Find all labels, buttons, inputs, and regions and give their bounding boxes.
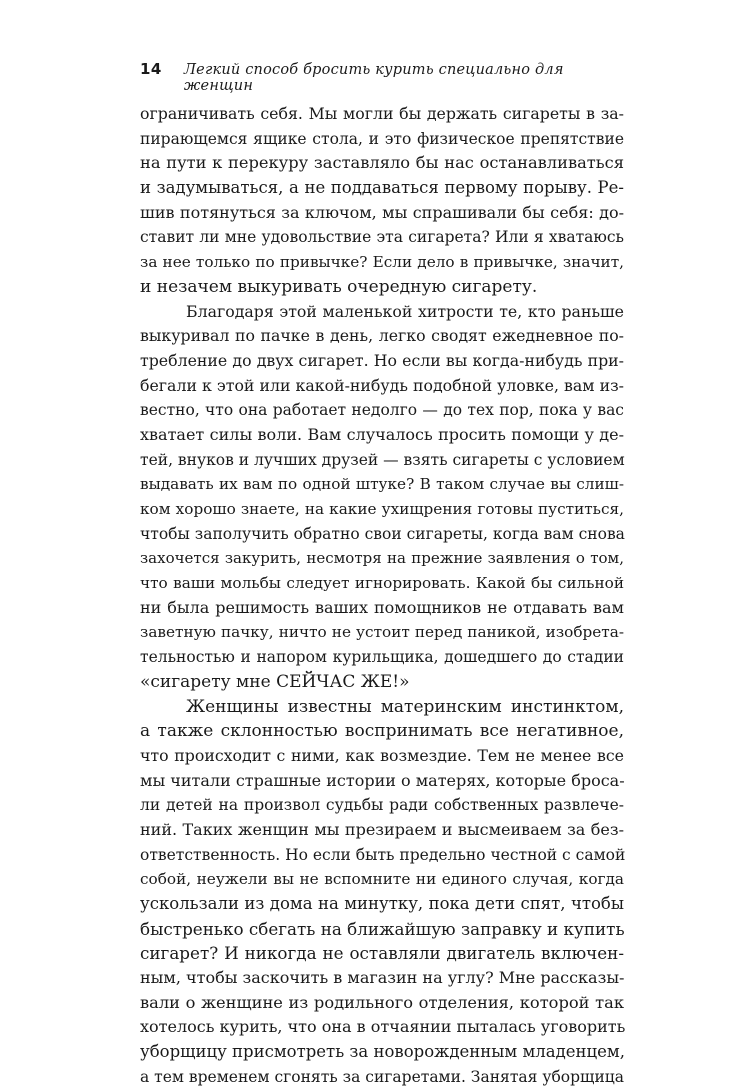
text-line: ставит ли мне удовольствие эта сигарета? Или я хватаюсь <box>140 228 624 247</box>
text-line: выкуривал по пачке в день, легко сводят ежедневное по- <box>140 326 624 346</box>
text-line: ни была решимость ваших помощников не отдавать вам <box>140 597 624 617</box>
page-header <box>140 60 620 94</box>
running-title: Легкий способ бросить курить специально для женщин <box>183 62 564 94</box>
text-line: заветную пачку, ничто не устоит перед паникой, изобрета- <box>140 623 624 642</box>
text-line: хватает силы воли. Вам случалось просить помощи у де- <box>140 424 624 444</box>
text-line: ускользали из дома на минутку, пока дети спят, чтобы <box>140 894 624 913</box>
text-line: «сигарету мне СЕЙЧАС ЖЕ!» <box>140 671 410 692</box>
text-line: на пути к перекуру заставляло бы нас останавливаться <box>140 153 624 173</box>
text-line: собой, неужели вы не вспомните ни единого случая, когда <box>140 870 624 889</box>
text-line: Благодаря этой маленькой хитрости те, кто раньше <box>186 301 624 321</box>
text-line: вестно, что она работает недолго — до тех пор, пока у вас <box>140 401 624 420</box>
text-line: мы читали страшные истории о матерях, которые броса- <box>140 770 625 790</box>
text-line: и задумываться, а не поддаваться первому порыву. Ре- <box>140 178 624 198</box>
text-line: а также склонностью воспринимать все негативное, <box>140 721 624 742</box>
text-line: бегали к этой или какой-нибудь подобной уловке, вам из- <box>140 375 624 395</box>
text-line: ком хорошо знаете, на какие ухищрения готовы пуститься, <box>140 500 624 518</box>
text-line: что происходит с ними, как возмездие. Тем не менее все <box>140 745 624 765</box>
text-line: ли детей на произвол судьбы ради собственных развлече- <box>140 796 624 815</box>
text-line: быстренько сбегать на ближайшую заправку и купить <box>140 918 625 939</box>
text-line: за нее только по привычке? Если дело в привычке, значит, <box>140 253 624 272</box>
text-line: пирающемся ящике стола, и это физическое препятствие <box>140 129 624 148</box>
body-text <box>140 102 624 1090</box>
text-line: ний. Таких женщин мы презираем и высмеиваем за без- <box>140 819 624 839</box>
text-line: тельностью и напором курильщика, дошедшего до стадии <box>140 648 624 667</box>
text-line: Женщины известны материнским инстинктом, <box>186 696 624 717</box>
text-line: хотелось курить, что она в отчаянии пыталась уговорить <box>140 1017 626 1037</box>
text-line: и незачем выкуривать очередную сигарету. <box>140 276 538 297</box>
text-line: ным, чтобы заскочить в магазин на углу? Мне рассказы- <box>140 968 625 988</box>
text-line: ограничивать себя. Мы могли бы держать сигареты в за- <box>140 104 624 123</box>
text-line: ответственность. Но если быть предельно честной с самой <box>140 845 626 864</box>
text-line: уборщицу присмотреть за новорожденным младенцем, <box>140 1042 625 1062</box>
text-line: а тем временем сгонять за сигаретами. Занятая уборщица <box>140 1067 624 1086</box>
text-line: вали о женщине из родильного отделения, которой так <box>140 992 624 1012</box>
page-number: 14 <box>140 60 162 78</box>
text-line: шив потянуться за ключом, мы спрашивали бы себя: до- <box>140 202 624 222</box>
text-line: выдавать их вам по одной штуке? В таком случае вы слиш- <box>140 475 624 494</box>
text-line: сигарет? И никогда не оставляли двигатель включен- <box>140 943 624 964</box>
text-line: чтобы заполучить обратно свои сигареты, когда вам снова <box>140 524 625 543</box>
text-line: тей, внуков и лучших друзей — взять сигареты с условием <box>140 450 625 469</box>
text-line: требление до двух сигарет. Но если вы когда-нибудь при- <box>140 350 624 370</box>
text-line: что ваши мольбы следует игнорировать. Какой бы сильной <box>140 574 624 593</box>
text-line: захочется закурить, несмотря на прежние заявления о том, <box>140 549 624 568</box>
